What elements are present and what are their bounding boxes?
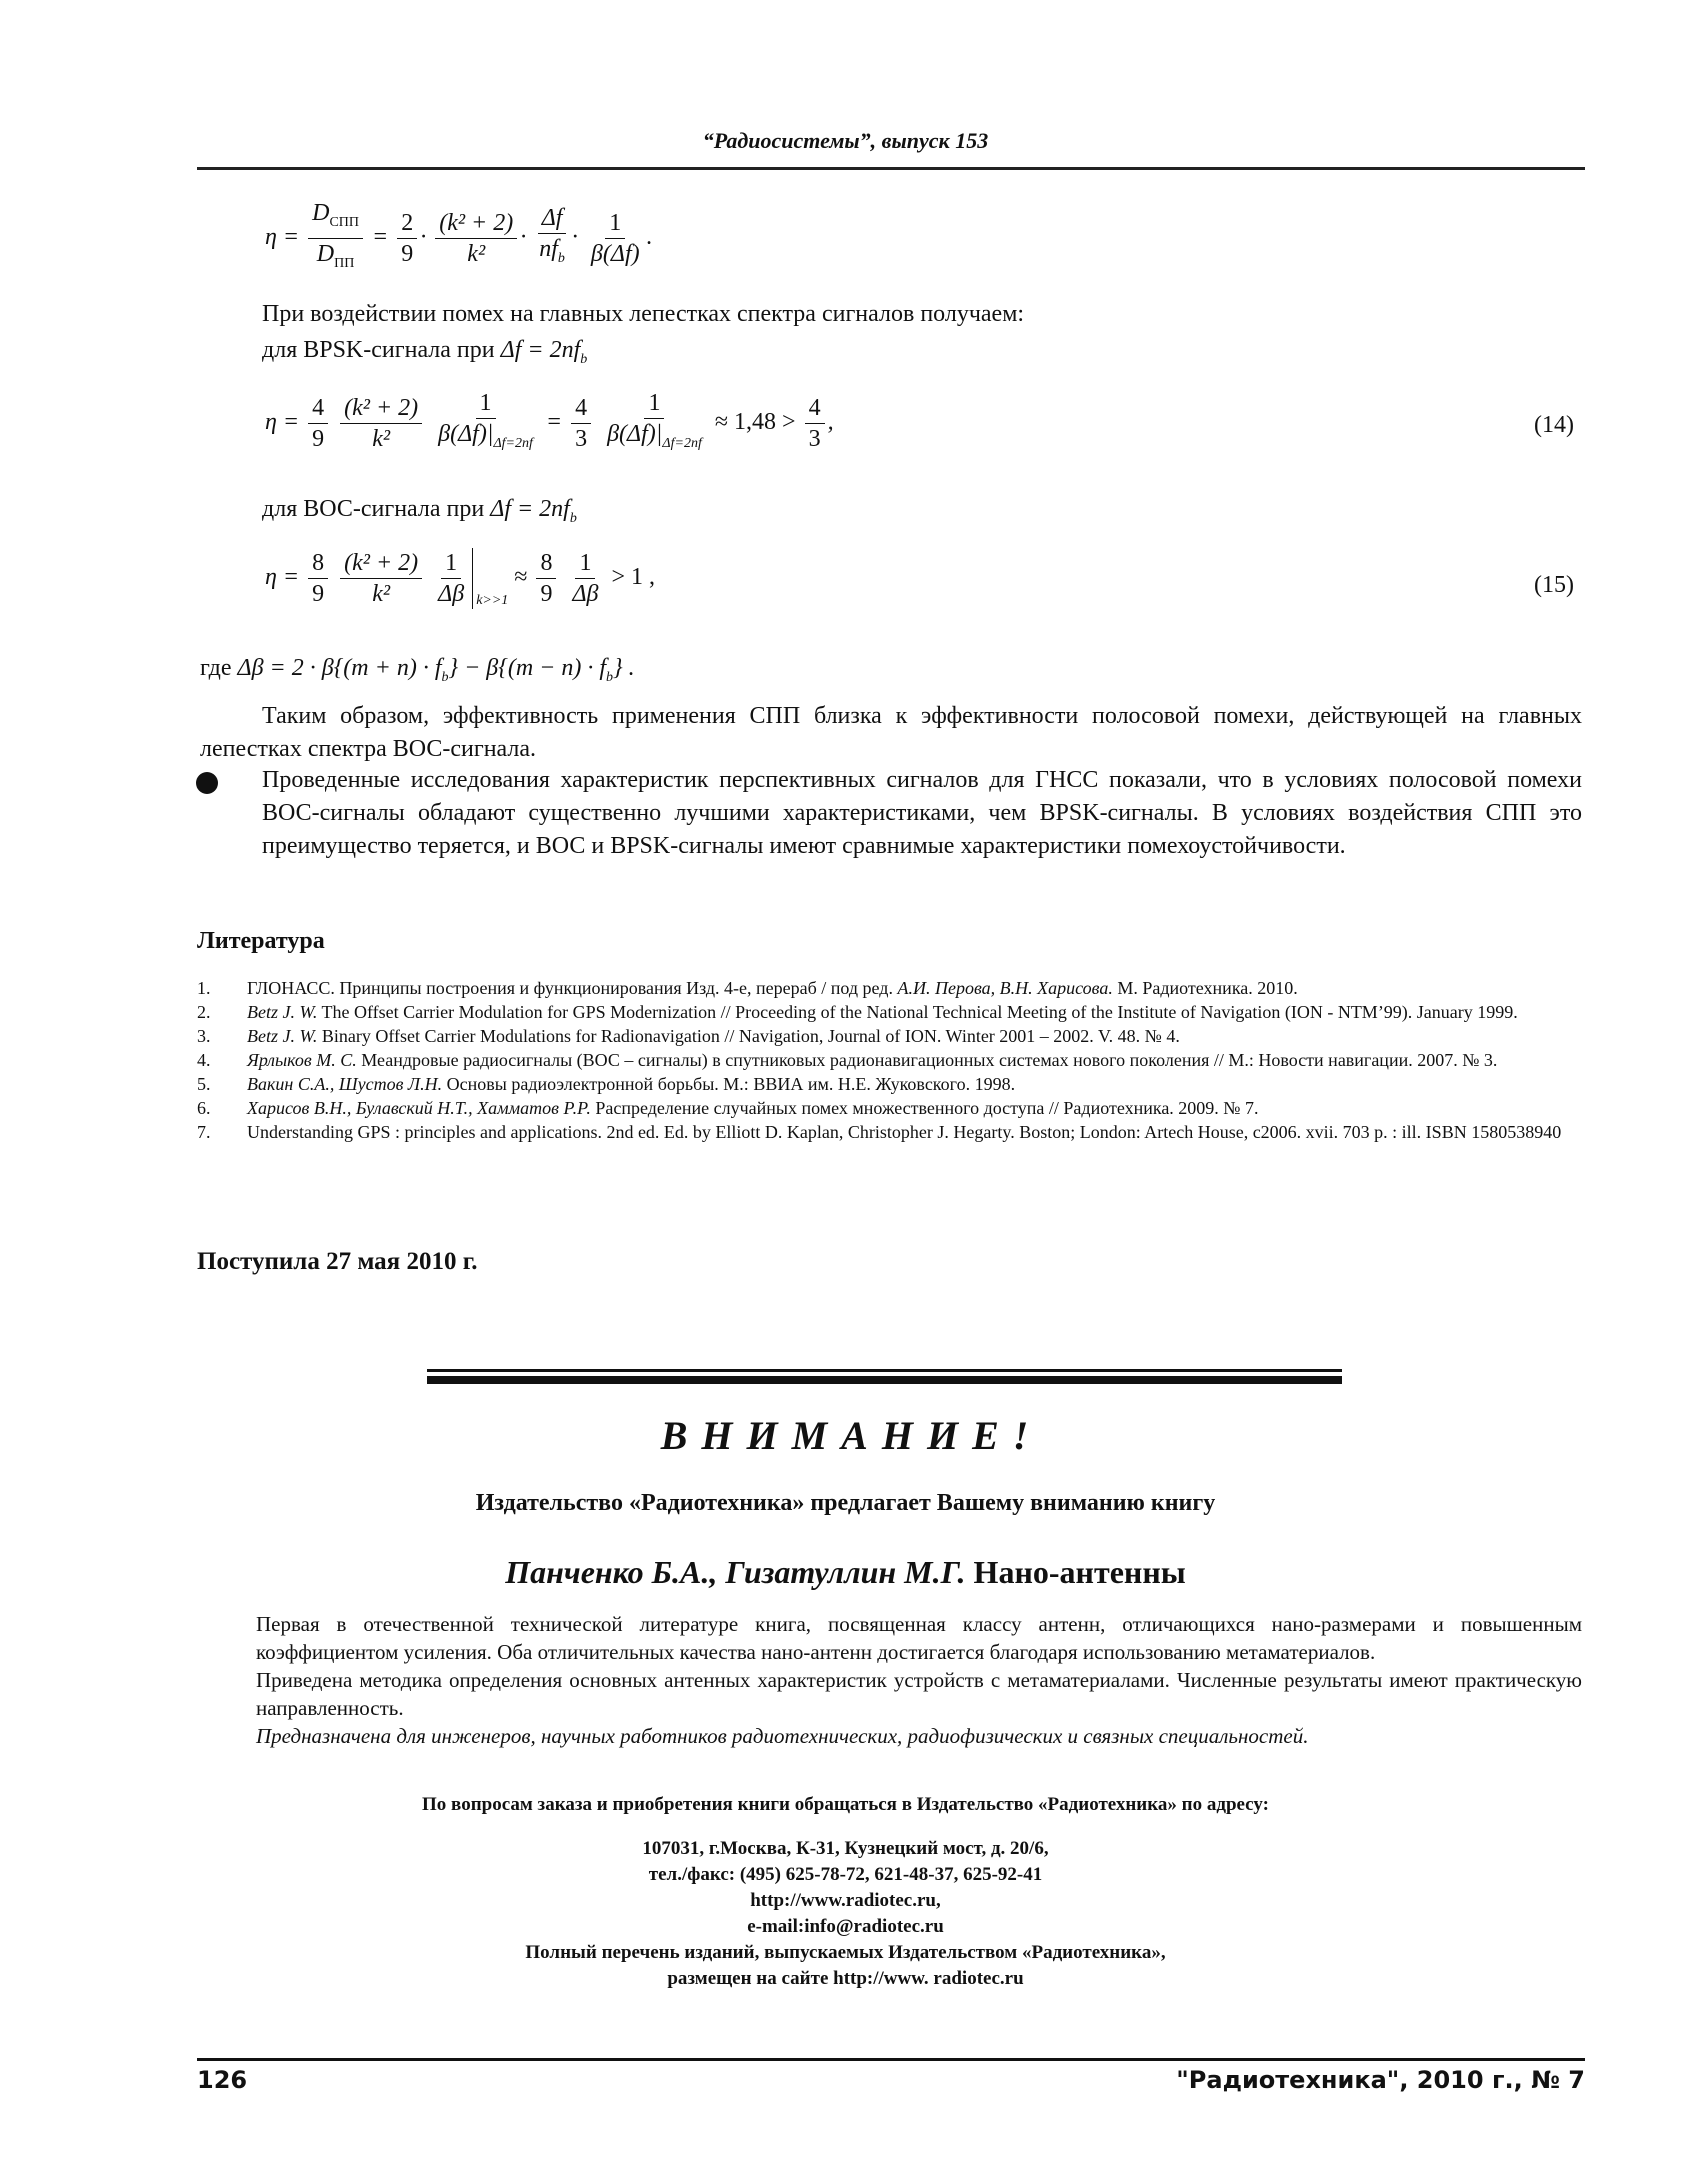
received-date: Поступила 27 мая 2010 г. <box>197 1248 478 1275</box>
book-desc-2: Приведена методика определения основных антенных характеристик устройств с метаматериалами. Численные результаты имеют практическую направленность. <box>256 1668 1582 1720</box>
reference-text: Understanding GPS : principles and applications. 2nd ed. Ed. by Elliott D. Kaplan, Christopher J. Hegarty. Boston; London: Artech House, c2006. xvii. 703 p. : ill. ISBN 1580538940 <box>247 1122 1562 1142</box>
fraction: $\frac{1}{\beta(\Delta f)}$ <box>590 209 640 267</box>
reference-number: 4. <box>197 1050 211 1070</box>
book-authors: Панченко Б.А., Гизатуллин М.Г. <box>505 1554 966 1590</box>
catalog-line-1: Полный перечень изданий, выпускаемых Издательством «Радиотехника», <box>525 1942 1166 1963</box>
reference-text: The Offset Carrier Modulation for GPS Modernization // Proceeding of the National Technical Meeting of the Institute of Navigation (ION - NTM’99). January 1999. <box>317 1002 1518 1022</box>
reference-number: 2. <box>197 1002 211 1022</box>
header-rule <box>197 167 1585 170</box>
reference-number: 7. <box>197 1122 211 1142</box>
equation-number-14: (14) <box>1534 412 1574 438</box>
references-heading: Литература <box>197 928 325 954</box>
footer-journal: "Радиотехника", 2010 г., № 7 <box>1176 2066 1585 2094</box>
footer-rule <box>197 2058 1585 2061</box>
reference-item <box>197 1120 1582 1144</box>
references-list <box>197 976 1582 1144</box>
reference-authors: Betz J. W. <box>247 1026 318 1046</box>
equation-eta-definition: η = $\frac{D_{СПП}}{D_{ПП}}$ = $\frac{2}{9}$ · $\frac{\text{(k² + 2)}}{\text{k²}}$ · $\frac{\Delta f}{nf_b}$ · $\frac{1}{\beta(\Delta f)}$ . <box>265 198 653 279</box>
paragraph-boc-condition: для ВОС-сигнала при $\Delta f = 2nf_b$ <box>262 496 577 526</box>
catalog-line-2: размещен на сайте http://www. radiotec.ru <box>667 1968 1024 1989</box>
equation-number-15: (15) <box>1534 572 1574 598</box>
reference-text: Основы радиоэлектронной борьбы. М.: ВВИА им. Н.Е. Жуковского. 1998. <box>442 1074 1016 1094</box>
fraction: $\frac{2}{9}$ <box>397 208 417 269</box>
reference-authors: Вакин С.А., Шустов Л.Н. <box>247 1074 443 1094</box>
paragraph-bpsk-condition: для BPSK-сигнала при $\Delta f = 2nf_b$ <box>262 337 588 367</box>
reference-item <box>197 1024 1582 1048</box>
reference-item <box>197 1072 1582 1096</box>
reference-editors: А.И. Перова, В.Н. Харисова. <box>897 978 1113 998</box>
running-header: “Радиосистемы”, выпуск 153 <box>702 128 989 153</box>
reference-text-tail: М. Радиотехника. 2010. <box>1112 978 1298 998</box>
reference-item <box>197 1048 1582 1072</box>
book-desc-1: Первая в отечественной технической литературе книга, посвященная классу антенн, отличающихся нано-размерами и повышенным коэффициентом усиления. Оба отличительных качества нано-антенн достигается благодаря использованию метаматериалов. <box>256 1612 1582 1664</box>
reference-number: 6. <box>197 1098 211 1118</box>
reference-number: 1. <box>197 978 211 998</box>
bullet-icon <box>196 772 218 794</box>
fraction: $\frac{D_{СПП}}{D_{ПП}}$ <box>308 198 363 279</box>
reference-authors: Ярлыков М. С. <box>247 1050 357 1070</box>
paragraph-conclusion: Проведенные исследования характеристик перспективных сигналов для ГНСС показали, что в условиях полосовой помехи ВОС-сигналы обладают существенно лучшими характеристиками, чем BPSK-сигналы. В условиях воздействия СПП это преимущество теряется, и ВОС и BPSK-сигналы имеют сравнимые характеристики помехоустойчивости. <box>262 767 1582 859</box>
divider-thin <box>427 1369 1342 1372</box>
reference-item <box>197 976 1582 1000</box>
equation-15: η = $\frac{8}{9}$ $\frac{\text{(k² + 2)}}{\text{k²}}$ $\frac{1}{\Delta\beta}$ $_{k>>1}$ ≈ $\frac{8}{9}$ $\frac{1}{\Delta\beta}$ > 1 , <box>265 550 656 608</box>
publisher-offer: Издательство «Радиотехника» предлагает Вашему вниманию книгу <box>475 1490 1216 1516</box>
paragraph-summary: Таким образом, эффективность применения СПП близка к эффективности полосовой помехи, действующей на главных лепестках спектра ВОС-сигнала. <box>200 703 1582 762</box>
fraction: $\frac{\Delta f}{nf_b}$ <box>539 204 565 266</box>
reference-authors: Betz J. W. <box>247 1002 318 1022</box>
reference-number: 3. <box>197 1026 211 1046</box>
attention-title: В Н И М А Н И Е ! <box>660 1413 1031 1458</box>
contact-block <box>0 1836 1691 1992</box>
eq-lhs: η = <box>265 223 300 250</box>
book-description <box>256 1610 1582 1750</box>
book-title: Нано-антенны <box>973 1554 1186 1590</box>
email-link[interactable]: e-mail:info@radiotec.ru <box>747 1916 944 1937</box>
reference-text: ГЛОНАСС. Принципы построения и функционирования Изд. 4-е, перераб / под ред. <box>247 978 898 998</box>
page-number: 126 <box>197 2066 248 2094</box>
phone: тел./факс: (495) 625-78-72, 621-48-37, 625-92-41 <box>648 1864 1043 1885</box>
reference-text: Binary Offset Carrier Modulations for Radionavigation // Navigation, Journal of ION. Winter 2001 – 2002. V. 48. № 4. <box>317 1026 1180 1046</box>
reference-item <box>197 1000 1582 1024</box>
reference-item <box>197 1096 1582 1120</box>
paragraph: При воздействии помех на главных лепестках спектра сигналов получаем: <box>262 301 1025 327</box>
book-desc-3: Предназначена для инженеров, научных работников радиотехнических, радиофизических и связных специальностей. <box>256 1724 1309 1748</box>
equation-14: η = $\frac{4}{9}$ $\frac{\text{(k² + 2)}}{\text{k²}}$ $\frac{1}{\beta(\Delta f)|_{\Delta f=2nf}}$ = $\frac{4}{3}$ $\frac{1}{\beta(\Delta f)|_{\Delta f=2nf}}$ ≈ 1,48 > $\frac{4}{3}$ , <box>265 390 834 452</box>
fraction: $\frac{\text{(k² + 2)}}{\text{k²}}$ <box>435 208 517 269</box>
reference-authors: Харисов В.Н., Булавский Н.Т., Хамматов Р.Р. <box>247 1098 591 1118</box>
reference-text: Распределение случайных помех множественного доступа // Радиотехника. 2009. № 7. <box>590 1098 1259 1118</box>
divider-thick <box>427 1376 1342 1384</box>
website-link[interactable]: http://www.radiotec.ru, <box>750 1890 941 1911</box>
book-heading <box>0 1554 1691 1591</box>
order-info: По вопросам заказа и приобретения книги обращаться в Издательство «Радиотехника» по адресу: <box>422 1794 1269 1815</box>
address: 107031, г.Москва, К-31, Кузнецкий мост, д. 20/6, <box>642 1838 1049 1859</box>
delta-beta-definition: где $\Delta\beta = 2 \cdot \beta\{(m + n) \cdot f_b\} - \beta\{(m - n) \cdot f_b\}$ . <box>200 655 635 685</box>
reference-number: 5. <box>197 1074 211 1094</box>
reference-text: Меандровые радиосигналы (ВОС – сигналы) в спутниковых радионавигационных системах нового поколения // М.: Новости навигации. 2007. № 3. <box>356 1050 1498 1070</box>
